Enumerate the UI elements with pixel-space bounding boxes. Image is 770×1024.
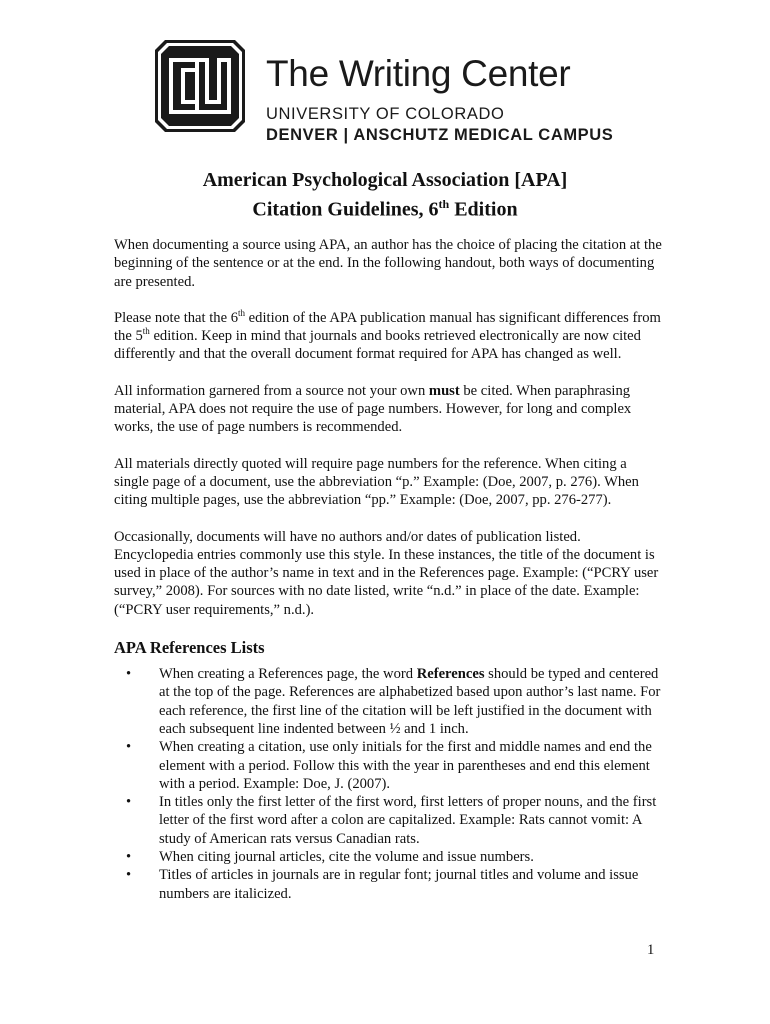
writing-center-title: The Writing Center: [266, 53, 571, 94]
title-line-1: American Psychological Association [APA]: [202, 169, 568, 191]
bullet-icon: •: [126, 867, 132, 884]
bullet-icon: •: [126, 666, 132, 683]
list-item: • When creating a citation, use only initials for the first and middle names and end the element with a period. Follow this with the year in parentheses and end this element with a period. Example: Doe, J. (2007).: [126, 739, 652, 792]
cu-logo: [155, 40, 245, 132]
references-heading: APA References Lists: [114, 638, 265, 658]
paragraph-page-numbers: All materials directly quoted will require page numbers for the reference. When citing a single page of a document, use the abbreviation “p.” Example: (Doe, 2007, p. 276). When citing multiple pages, use the abbreviation “pp.” Example: (Doe, 2007, pp. 276-277).: [114, 455, 639, 509]
references-list: [114, 665, 662, 903]
title-line-2: Citation Guidelines, 6th Edition: [252, 197, 518, 221]
bullet-icon: •: [126, 739, 132, 756]
campus-name: DENVER | ANSCHUTZ MEDICAL CAMPUS: [266, 126, 614, 144]
brand-block: [266, 54, 613, 146]
list-item: • Titles of articles in journals are in regular font; journal titles and volume and issue numbers are italicized.: [126, 867, 639, 902]
list-item: • When creating a References page, the word References should be typed and centered at the top of the page. References are alphabetized based upon author’s last name. For each reference, the first line of the citation will be left justified in the document with each subsequent line indented between ½ and 1 inch.: [126, 666, 661, 737]
bullet-icon: •: [126, 849, 132, 866]
bullet-icon: •: [126, 794, 132, 811]
paragraph-citation-required: All information garnered from a source not your own must be cited. When paraphrasing material, APA does not require the use of page numbers. However, for long and complex works, the use of page numbers is recommended.: [114, 382, 632, 436]
paragraph-edition-note: Please note that the 6th edition of the APA publication manual has significant differences from the 5th edition. Keep in mind that journals and books retrieved electronically are now cited differently and that the overall document format required for APA has changed as well.: [114, 308, 661, 363]
university-name: UNIVERSITY OF COLORADO: [266, 105, 505, 123]
page-number: 1: [647, 942, 655, 958]
document-body: [114, 236, 662, 903]
paragraph-intro: When documenting a source using APA, an author has the choice of placing the citation at the beginning of the sentence or at the end. In the following handout, both ways of documenting are presented.: [114, 237, 662, 290]
list-item: • When citing journal articles, cite the volume and issue numbers.: [126, 849, 534, 866]
paragraph-no-author: Occasionally, documents will have no authors and/or dates of publication listed. Encyclopedia entries commonly use this style. In these instances, the title of the document is used in place of the author’s name in text and in the References page. Example: (“PCRY user survey,” 2008). For sources with no date listed, write “n.d.” in place of the date. Example: (“PCRY user requirements,” n.d.).: [114, 528, 659, 618]
document-title: [0, 168, 770, 222]
list-item: • In titles only the first letter of the first word, first letters of proper nouns, and the first letter of the first word after a colon are capitalized. Example: Rats cannot vomit: A study of American rats versus Canadian rats.: [126, 794, 657, 847]
